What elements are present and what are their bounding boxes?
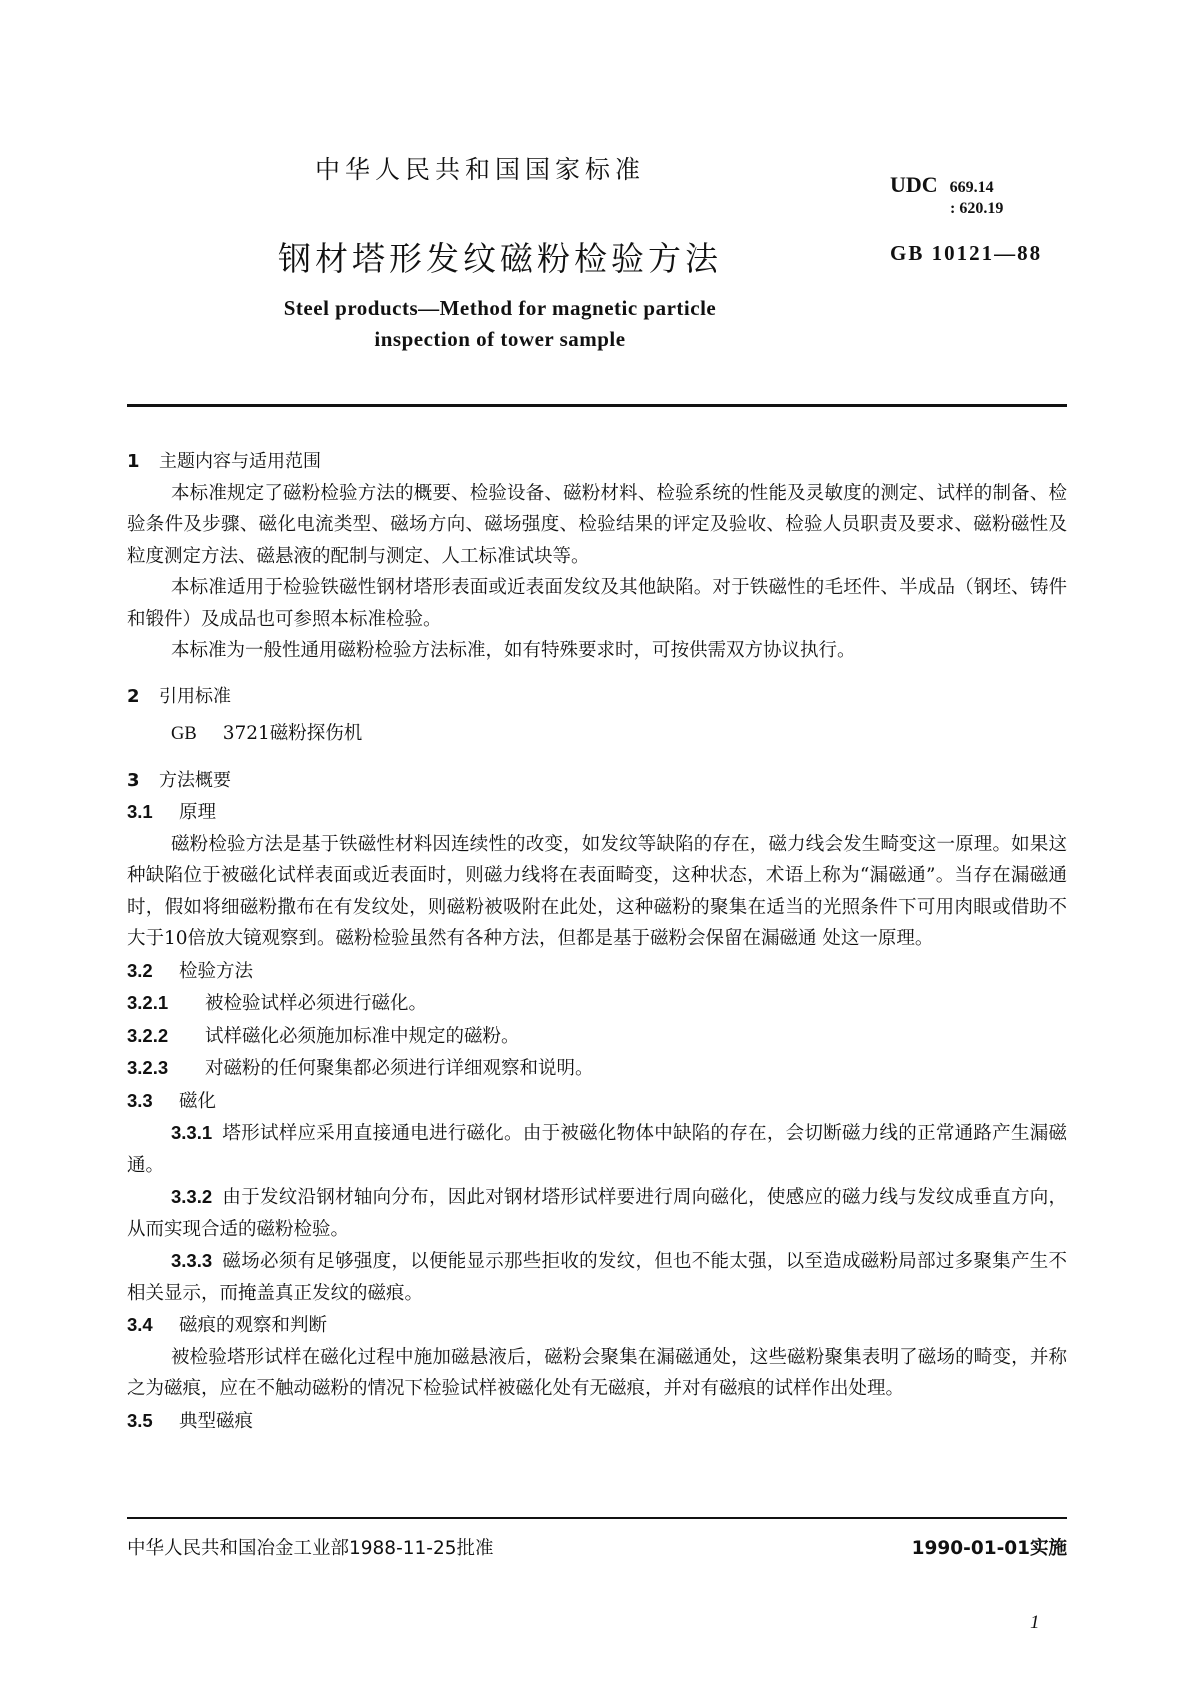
document-title-chinese: 钢材塔形发纹磁粉检验方法 bbox=[278, 239, 722, 278]
section-3-4-paragraph: 被检验塔形试样在磁化过程中施加磁悬液后，磁粉会聚集在漏磁通处，这些磁粉聚集表明了磁场的畸变，并称之为磁痕，应在不触动磁粉的情况下检验试样被磁化处有无磁痕，并对有磁痕的试样作出处理。 bbox=[127, 1346, 1067, 1399]
referenced-standard bbox=[171, 718, 1067, 751]
section-2-heading bbox=[127, 681, 1067, 713]
section-1-paragraph-2: 本标准适用于检验铁磁性钢材塔形表面或近表面发纹及其他缺陷。对于铁磁性的毛坯件、半成品（钢坯、铸件和锻件）及成品也可参照本标准检验。 bbox=[127, 577, 1067, 630]
section-1-paragraph-3: 本标准为一般性通用磁粉检验方法标准，如有特殊要求时，可按供需双方协议执行。 bbox=[171, 640, 856, 661]
footer-divider bbox=[127, 1517, 1067, 1519]
section-1-heading bbox=[127, 446, 1067, 478]
reference-code: GB bbox=[171, 724, 197, 744]
udc-label: UDC bbox=[890, 172, 938, 197]
section-title: 主题内容与适用范围 bbox=[159, 451, 321, 472]
section-number: 1 bbox=[127, 451, 140, 472]
document-body bbox=[127, 446, 1067, 1437]
clause-3-3-1: 3.3.1 塔形试样应采用直接通电进行磁化。由于被磁化物体中缺陷的存在，会切断磁力线的正常通路产生漏磁通。 bbox=[127, 1122, 1067, 1176]
section-number: 2 bbox=[127, 685, 140, 707]
section-1-paragraph-1: 本标准规定了磁粉检验方法的概要、检验设备、磁粉材料、检验系统的性能及灵敏度的测定、试样的制备、检验条件及步骤、磁化电流类型、磁场方向、磁场强度、检验结果的评定及验收、检验人员职责及要求、磁粉磁性及粒度测定方法、磁悬液的配制与测定、人工标准试块等。 bbox=[127, 482, 1067, 567]
section-3-3-heading: 3.3 磁化 bbox=[127, 1089, 217, 1112]
gb-standard-number: GB 10121—88 bbox=[890, 241, 1043, 265]
clause-3-3-2: 3.3.2 由于发纹沿钢材轴向分布，因此对钢材塔形试样要进行周向磁化，使感应的磁力线与发纹成垂直方向，从而实现合适的磁粉检验。 bbox=[127, 1186, 1067, 1240]
section-number: 3 bbox=[127, 769, 140, 791]
udc-code-line1: 669.14 bbox=[949, 179, 994, 196]
document-title-english bbox=[0, 293, 1000, 355]
page-number: 1 bbox=[1030, 1612, 1040, 1633]
reference-text: 3721磁粉探伤机 bbox=[222, 723, 363, 744]
header-divider bbox=[127, 404, 1067, 407]
section-3-heading bbox=[127, 765, 1067, 797]
national-standard-heading: 中华人民共和国国家标准 bbox=[314, 155, 645, 184]
section-3-1-heading: 3.1 原理 bbox=[127, 801, 217, 823]
section-3-2-heading: 3.2 检验方法 bbox=[127, 959, 254, 982]
clause-3-2-1: 3.2.1 被检验试样必须进行磁化。 bbox=[127, 992, 428, 1014]
section-3-5-heading: 3.5 典型磁痕 bbox=[127, 1409, 254, 1432]
clause-3-2-3: 3.2.3 对磁粉的任何聚集都必须进行详细观察和说明。 bbox=[127, 1057, 594, 1079]
clause-3-3-3: 3.3.3 磁场必须有足够强度，以便能显示那些拒收的发纹，但也不能太强，以至造成磁粉局部过多聚集产生不相关显示，而掩盖真正发纹的磁痕。 bbox=[127, 1250, 1067, 1304]
approval-statement: 中华人民共和国冶金工业部1988-11-25批准 bbox=[127, 1538, 494, 1559]
udc-classification bbox=[890, 172, 1004, 217]
section-3-4-heading: 3.4 磁痕的观察和判断 bbox=[127, 1314, 328, 1336]
section-title: 引用标准 bbox=[159, 685, 231, 707]
effective-date: 1990-01-01实施 bbox=[911, 1538, 1067, 1559]
clause-3-2-2: 3.2.2 试样磁化必须施加标准中规定的磁粉。 bbox=[127, 1024, 520, 1047]
title-en-line1: Steel products—Method for magnetic particle bbox=[283, 296, 717, 320]
udc-code-line2: : 620.19 bbox=[950, 200, 1004, 217]
title-en-line2: inspection of tower sample bbox=[374, 327, 626, 351]
section-3-1-paragraph: 磁粉检验方法是基于铁磁性材料因连续性的改变，如发纹等缺陷的存在，磁力线会发生畸变这一原理。如果这种缺陷位于被磁化试样表面或近表面时，则磁力线将在表面畸变，这种状态，术语上称为“漏磁通”。当存在漏磁通时，假如将细磁粉撒布在有发纹处，则磁粉被吸附在此处，这种磁粉的聚集在适当的光照条件下可用肉眼或借助不大于10倍放大镜观察到。磁粉检验虽然有各种方法，但都是基于磁粉会保留在漏磁通 处这一原理。 bbox=[127, 833, 1067, 949]
section-title: 方法概要 bbox=[159, 769, 231, 791]
